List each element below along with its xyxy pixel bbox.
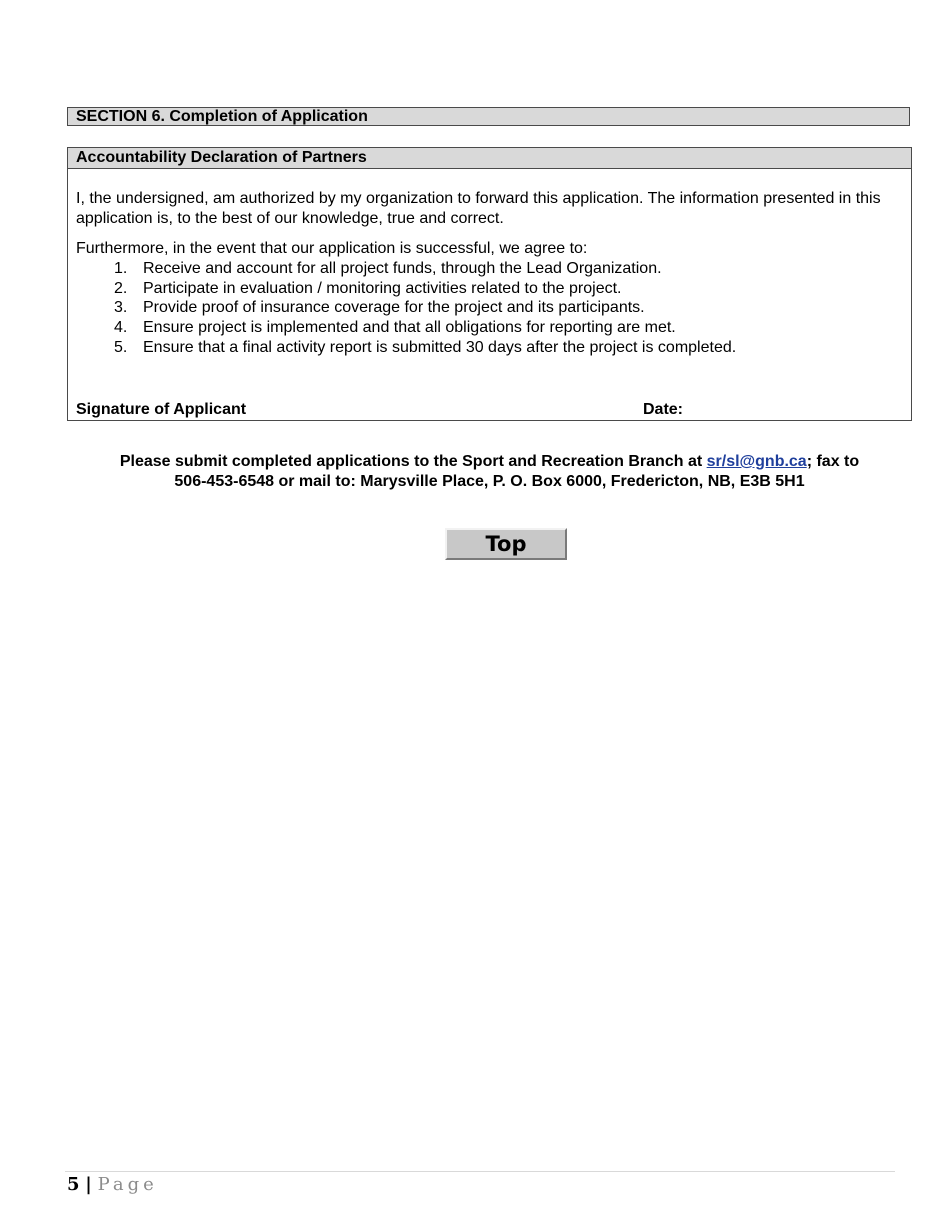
page-word: Page [97, 1174, 158, 1195]
footer-divider [65, 1171, 895, 1172]
accountability-declaration-box [67, 147, 912, 421]
submission-fax-text: ; fax to [806, 453, 860, 470]
declaration-header [68, 148, 911, 169]
agreement-intro: Furthermore, in the event that our application is successful, we agree to: [76, 240, 588, 257]
list-item [76, 298, 905, 318]
list-item-text: Participate in evaluation / monitoring activities related to the project. [143, 279, 622, 297]
submission-address: 506-453-6548 or mail to: Marysville Place, P. O. Box 6000, Fredericton, NB, E3B 5H1 [174, 473, 805, 490]
list-item-number: 4. [114, 319, 128, 337]
declaration-body [68, 189, 911, 358]
list-item [76, 318, 905, 338]
list-item-number: 1. [114, 260, 128, 277]
agreement-list [76, 259, 905, 358]
page-footer [67, 1174, 158, 1196]
authorization-statement: I, the undersigned, am authorized by my organization to forward this application. The information presented in this application is, to the best of our knowledge, true and correct. [76, 190, 881, 227]
date-label: Date: [643, 401, 684, 418]
declaration-title: Accountability Declaration of Partners [76, 149, 367, 166]
list-item-text: Provide proof of insurance coverage for the project and its participants. [143, 299, 645, 317]
list-item-number: 5. [114, 338, 128, 356]
submission-instructions [67, 452, 912, 492]
email-link[interactable]: sr/sl@gnb.ca [706, 453, 807, 470]
list-item-text: Ensure that a final activity report is submitted 30 days after the project is completed. [143, 338, 737, 356]
section-title: SECTION 6. Completion of Application [76, 108, 368, 125]
list-item [76, 279, 905, 299]
submission-prefix: Please submit completed applications to the Sport and Recreation Branch at [119, 453, 707, 470]
list-item-number: 2. [114, 279, 128, 297]
top-button[interactable]: Top [445, 528, 567, 560]
list-item [76, 259, 905, 279]
page-number: 5 [67, 1174, 80, 1195]
list-item-text: Ensure project is implemented and that all obligations for reporting are met. [143, 319, 676, 337]
list-item [76, 338, 905, 358]
page-separator: | [85, 1174, 92, 1195]
list-item-number: 3. [114, 299, 128, 317]
section-6-header [67, 107, 910, 126]
signature-label: Signature of Applicant [76, 401, 247, 418]
list-item-text: Receive and account for all project funds, through the Lead Organization. [143, 260, 662, 277]
